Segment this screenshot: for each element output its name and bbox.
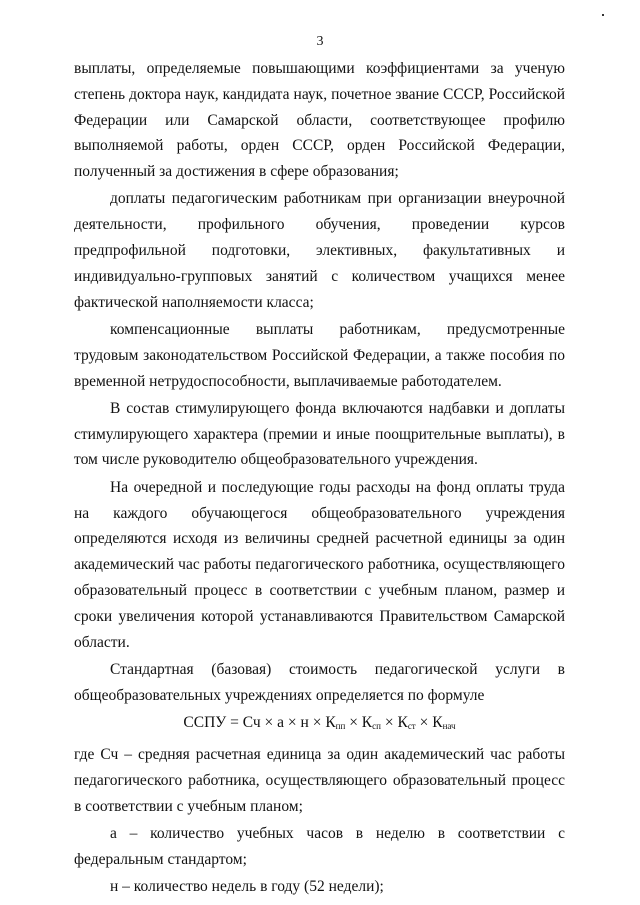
scan-mark	[602, 14, 604, 16]
formula-times-1: × К	[345, 714, 373, 732]
formula-times-2: × К	[380, 714, 408, 732]
formula-sub-sp: сп	[372, 721, 381, 732]
paragraph-3: компенсационные выплаты работникам, предусмотренные трудовым законодательством Российской Федерации, а также пособия по временной нетрудоспособности, выплачиваемые работодателем.	[74, 320, 565, 390]
definition-n: н – количество недель в году (52 недели);	[110, 878, 384, 896]
formula-times-3: × К	[415, 714, 443, 732]
page-number: 3	[316, 34, 324, 49]
formula	[74, 710, 565, 740]
body-text	[74, 56, 565, 902]
paragraph-4: В состав стимулирующего фонда включаются надбавки и доплаты стимулирующего характера (премии и иные поощрительные выплаты), в том числе руководителю общеобразовательного учреждения.	[74, 399, 565, 469]
paragraph-2: доплаты педагогическим работникам при организации внеурочной деятельности, профильного обучения, проведении курсов предпрофильной подготовки, элективных, факультативных и индивидуально-групповых занятий с количеством учащихся менее фактической наполняемости класса;	[74, 190, 565, 311]
paragraph-5: На очередной и последующие годы расходы на фонд оплаты труда на каждого обучающегося общеобразовательного учреждения определяются исходя из величины средней расчетной единицы за один академический час работы педагогического работника, осуществляющего образовательный процесс в соответствии с учебным планом, размер и сроки увеличения которой устанавливаются Правительством Самарской области.	[74, 478, 565, 651]
paragraph-1: выплаты, определяемые повышающими коэффициентами за ученую степень доктора наук, кандидата наук, почетное звание СССР, Российской Федерации или Самарской области, соответствующее профилю выполняемой работы, орден СССР, орден Российской Федерации, полученный за достижения в сфере образования;	[74, 60, 565, 181]
formula-sub-st: ст	[407, 721, 416, 732]
formula-main: ССПУ = Сч × а × н × К	[183, 714, 336, 732]
paragraph-6: Стандартная (базовая) стоимость педагогической услуги в общеобразовательных учреждениях определяется по формуле	[74, 660, 565, 704]
definition-sch: где Сч – средняя расчетная единица за один академический час работы педагогического работника, осуществляющего образовательный процесс в соответствии с учебным планом;	[74, 746, 565, 815]
definition-a: а – количество учебных часов в неделю в соответствии с федеральным стандартом;	[74, 825, 565, 868]
formula-sub-nach: нач	[442, 721, 456, 732]
formula-sub-pp: пп	[335, 721, 346, 732]
